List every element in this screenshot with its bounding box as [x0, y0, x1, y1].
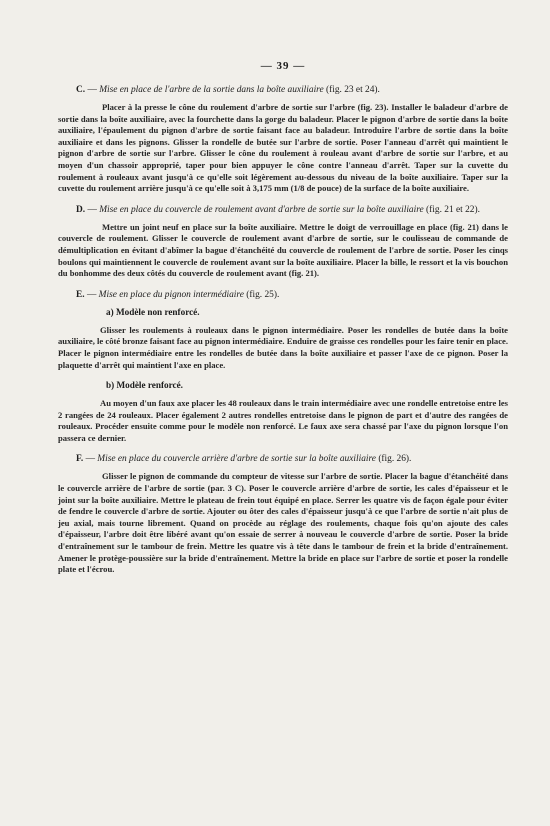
- section-e-sub-a-label: a) Modèle non renforcé.: [106, 306, 200, 317]
- section-d-dash: —: [85, 204, 100, 215]
- section-d-ref: (fig. 21 et 22).: [423, 204, 480, 215]
- section-c-title: Mise en place de l'arbre de la sortie dans la boîte auxiliaire: [99, 85, 324, 95]
- section-e-sub-b-label: b) Modèle renforcé.: [106, 380, 183, 391]
- section-e-sub-b-paragraph: Au moyen d'un faux axe placer les 48 rouleaux dans le train intermédiaire avec une rondelle entretoise entre les 2 rangées de 24 rouleaux. Placer également 2 autres rondelles entretoise dans le pignon de part et d'autre des rangées de rouleaux. Procéder ensuite comme pour le modèle non renforcé. Le faux axe sera chassé par l'axe du pignon lorsque l'on passera ce dernier.: [58, 398, 508, 443]
- section-d-paragraph: Mettre un joint neuf en place sur la boîte auxiliaire. Mettre le doigt de verrouillage en place (fig. 21) dans le couvercle de roulement. Glisser le couvercle de roulement avant d'arbre de sortie, sur le coulisseau de commande de démultiplication en évitant d'abîmer la bague d'étanchéité du couvercle de roulement de l'arbre de sortie. Poser les cinqs boulons qui maintiennent le couvercle de roulement avant sur la boîte auxiliaire. Placer la bille, le ressort et la vis bouchon du bonhomme des deux côtés du couvercle de roulement avant (fig. 21).: [58, 221, 508, 279]
- section-d-letter: D.: [76, 204, 86, 215]
- section-e-heading: [76, 289, 508, 301]
- section-f-ref: (fig. 26).: [375, 454, 412, 465]
- section-f-heading: [76, 453, 508, 465]
- section-c-heading: [76, 84, 508, 96]
- section-c-dash: —: [85, 85, 100, 95]
- section-e-title: Mise en place du pignon intermédiaire: [98, 289, 244, 300]
- section-e-dash: —: [84, 289, 99, 300]
- section-e-sub-a-paragraph: Glisser les roulements à rouleaux dans le pignon intermédiaire. Poser les rondelles de butée dans la boîte auxiliaire, le côté bronze faisant face au pignon intermédiaire. Enduire de graisse ces rondelles pour les faire tenir en place. Placer le pignon intermédiaire entre les rondelles de butée dans la boîte auxiliaire et passer l'axe de ce pignon. Poser la plaquette d'arrêt qui maintient l'axe en place.: [58, 324, 508, 370]
- section-f-dash: —: [83, 454, 98, 465]
- section-e-ref: (fig. 25).: [243, 289, 280, 300]
- section-f-paragraph: Glisser le pignon de commande du compteur de vitesse sur l'arbre de sortie. Placer la bague d'étanchéité dans le couvercle arrière de l'arbre de sortie (par. 3 C). Poser le couvercle arrière d'arbre de sortie, les cales d'épaisseur et le joint sur la boîte auxiliaire. Mettre le plateau de frein tout équipé en place. Serrer les quatre vis de façon égale pour éviter de fendre le couvercle d'arbre de sortie. Ajouter ou ôter des cales d'épaisseur jusqu'à ce que l'arbre de sortie n'ait plus de jeu axial, mais tourne librement. Quand on procède au réglage des roulements, chaque fois qu'on ajoute des cales d'épaisseur, l'arbre doit être libéré avant qu'on essaie de serrer à nouveau le couvercle d'arbre de sortie. Poser la bride d'entraînement sur le tambour de frein. Mettre les quatre vis à tête dans le tambour de frein et la bride d'entraînement. Amener le protège-poussière sur la bride d'entraînement. Mettre la bride en place sur l'arbre de sortie et poser la rondelle plate et l'écrou.: [58, 471, 508, 575]
- section-c-ref: (fig. 23 et 24).: [323, 85, 380, 95]
- section-f-letter: F.: [76, 454, 84, 465]
- section-d-heading: [58, 204, 508, 216]
- section-f-title: Mise en place du couvercle arrière d'arbre de sortie sur la boîte auxiliaire: [97, 454, 376, 465]
- section-c-letter: C.: [76, 85, 86, 95]
- page-number: — 39 —: [260, 60, 306, 72]
- section-d-title: Mise en place du couvercle de roulement avant d'arbre de sortie sur la boîte auxiliaire: [99, 204, 424, 215]
- section-c-paragraph: Placer à la presse le cône du roulement d'arbre de sortie sur l'arbre (fig. 23). Installer le baladeur d'arbre de sortie dans la boîte auxiliaire, avec la fourchette dans la gorge du baladeur. Placer le pignon d'arbre de sortie dans la boîte auxiliaire, l'épaulement du pignon d'arbre de sortie faisant face au baladeur. Introduire l'arbre de sortie dans la boîte auxiliaire et dans les pignons. Glisser la rondelle de butée sur l'arbre de sortie. Poser l'anneau d'arrêt qui maintient le pignon d'arbre de sortie sur l'arbre. Glisser le cône du roulement à rouleau avant d'arbre de sortie sur l'arbre, et au moyen d'un chassoir approprié, taper pour bien appuyer le cône contre l'anneau d'arrêt. Taper sur la cuvette du roulement à rouleaux avant jusqu'à ce qu'elle soit légèrement au-dessous du niveau de la boîte auxiliaire. Taper sur la cuvette du roulement arrière jusqu'à ce qu'elle soit à 3,175 mm (1/8 de pouce) de la surface de la boîte auxiliaire.: [58, 102, 508, 194]
- section-e-letter: E.: [76, 289, 85, 300]
